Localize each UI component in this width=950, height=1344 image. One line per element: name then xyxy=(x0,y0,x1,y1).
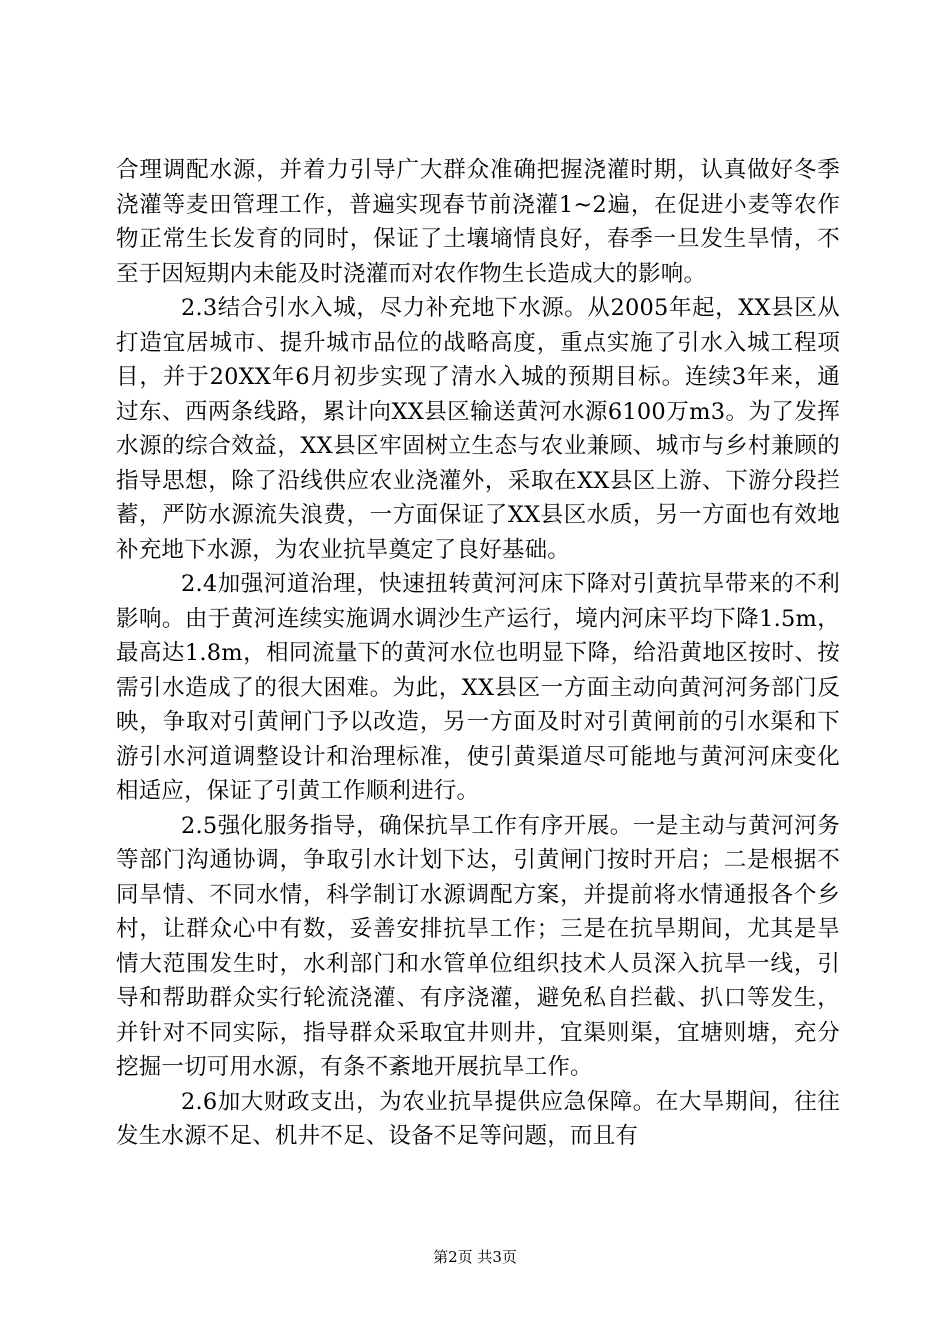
page-footer: 第2页 共3页 xyxy=(433,1248,517,1266)
paragraph-2-4: 2.4加强河道治理，快速扭转黄河河床下降对引黄抗旱带来的不利影响。由于黄河连续实施调水调沙生产运行，境内河床平均下降1.5m，最高达1.8m，相同流量下的黄河水位也明显下降，给沿黄地区按时、按需引水造成了的很大困难。为此，XX县区一方面主动向黄河河务部门反映，争取对引黄闸门予以改造，另一方面及时对引黄闸前的引水渠和下游引水河道调整设计和治理标准，使引黄渠道尽可能地与黄河河床变化相适应，保证了引黄工作顺利进行。 xyxy=(116,571,840,804)
paragraph-2-6: 2.6加大财政支出，为农业抗旱提供应急保障。在大旱期间，往往发生水源不足、机井不足、设备不足等问题，而且有 xyxy=(116,1088,840,1149)
body-text xyxy=(116,153,840,1154)
paragraph-2-3: 2.3结合引水入城，尽力补充地下水源。从2005年起，XX县区从打造宜居城市、提升城市品位的战略高度，重点实施了引水入城工程项目，并于20XX年6月初步实现了清水入城的预期目标。连续3年来，通过东、西两条线路，累计向XX县区输送黄河水源6100万m3。为了发挥水源的综合效益，XX县区牢固树立生态与农业兼顾、城市与乡村兼顾的指导思想，除了沿线供应农业浇灌外，采取在XX县区上游、下游分段拦蓄，严防水源流失浪费，一方面保证了XX县区水质，另一方面也有效地补充地下水源，为农业抗旱奠定了良好基础。 xyxy=(116,295,840,563)
paragraph-water-allocation: 合理调配水源，并着力引导广大群众准确把握浇灌时期，认真做好冬季浇灌等麦田管理工作，普遍实现春节前浇灌1~2遍，在促进小麦等农作物正常生长发育的同时，保证了土壤墒情良好，春季一旦发生旱情，不至于因短期内未能及时浇灌而对农作物生长造成大的影响。 xyxy=(116,157,840,287)
paragraph-2-5: 2.5强化服务指导，确保抗旱工作有序开展。一是主动与黄河河务等部门沟通协调，争取引水计划下达，引黄闸门按时开启；二是根据不同旱情、不同水情，科学制订水源调配方案，并提前将水情通报各个乡村，让群众心中有数，妥善安排抗旱工作；三是在抗旱期间，尤其是旱情大范围发生时，水利部门和水管单位组织技术人员深入抗旱一线，引导和帮助群众实行轮流浇灌、有序浇灌，避免私自拦截、扒口等发生，并针对不同实际，指导群众采取宜井则井，宜渠则渠，宜塘则塘，充分挖掘一切可用水源，有条不紊地开展抗旱工作。 xyxy=(116,812,840,1080)
